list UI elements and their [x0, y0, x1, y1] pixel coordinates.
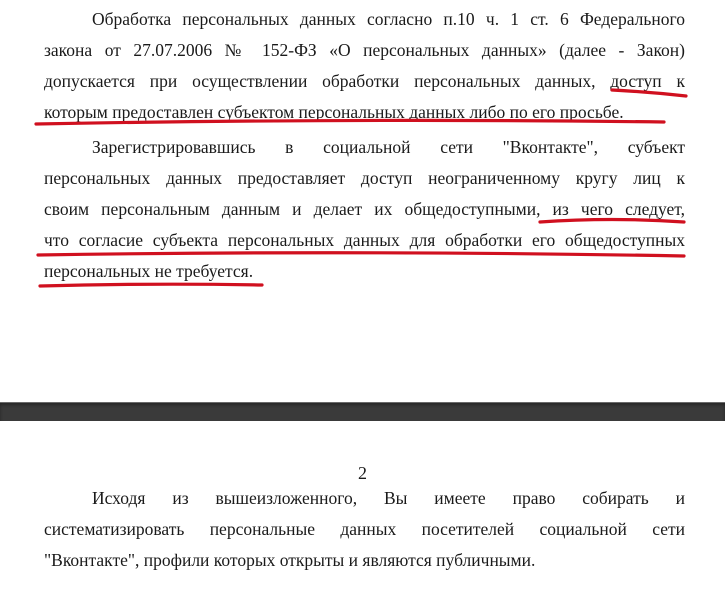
paragraph-line: что согласие субъекта персональных данных для обработки его общедоступных: [44, 230, 685, 250]
paragraph-line: своим персональным данным и делает их общедоступными, из чего следует,: [44, 199, 685, 219]
paragraph-line: "Вконтакте", профили которых открыты и являются публичными.: [44, 550, 536, 570]
paragraph-conclusion: [44, 483, 685, 576]
paragraph-vkontakte-registration: [44, 132, 685, 287]
paragraph-line: Исходя из вышеизложенного, Вы имеете право собирать и: [92, 488, 685, 508]
paragraph-line: Зарегистрировавшись в социальной сети "Вконтакте", субъект: [92, 137, 685, 157]
paragraph-line: персональных не требуется.: [44, 261, 254, 281]
paragraph-line: персональных данных предоставляет доступ неограниченному кругу лиц к: [44, 168, 685, 188]
paragraph-line: закона от 27.07.2006 № 152-ФЗ «О персональных данных» (далее - Закон): [44, 40, 685, 60]
page-number: 2: [358, 463, 367, 483]
page-break-divider: [0, 402, 725, 422]
paragraph-line: которым предоставлен субъектом персональных данных либо по его просьбе.: [44, 102, 624, 122]
paragraph-legal-basis: [44, 4, 685, 128]
paragraph-line: Обработка персональных данных согласно п.10 ч. 1 ст. 6 Федерального: [92, 9, 685, 29]
paragraph-line: допускается при осуществлении обработки персональных данных, доступ к: [44, 71, 685, 91]
paragraph-line: систематизировать персональные данных посетителей социальной сети: [44, 519, 685, 539]
